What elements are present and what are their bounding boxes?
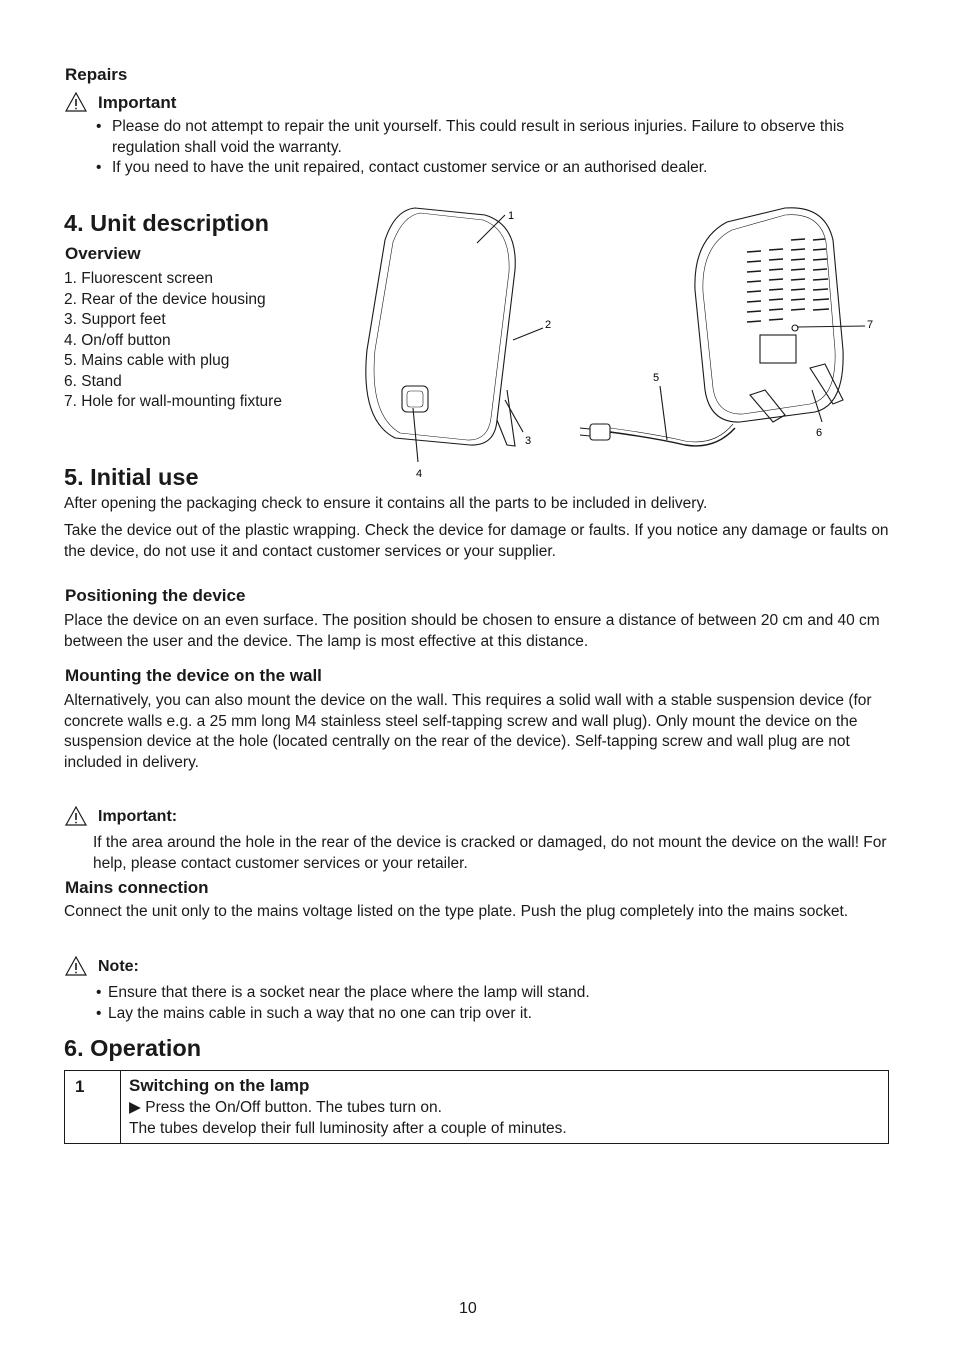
figure-label-2: 2: [545, 319, 552, 331]
important-label: Important: [98, 93, 177, 112]
initial-use-heading: 5. Initial use: [64, 464, 199, 490]
list-item: 3. Support feet: [64, 311, 166, 328]
important-label: Important:: [98, 808, 178, 825]
list-item: 5. Mains cable with plug: [64, 352, 230, 369]
initial-use-para-1: After opening the packaging check to ensure it contains all the parts to be included in delivery.: [64, 495, 708, 512]
list-item: • Ensure that there is a socket near the place where the lamp will stand.: [96, 983, 876, 1004]
step-content: [121, 1071, 889, 1144]
warning-icon: [65, 956, 87, 976]
list-item: • Please do not attempt to repair the unit yourself. This could result in serious injuries. Failure to observe this regulation shall void the warranty.: [96, 117, 876, 158]
figure-label-1: 1: [508, 210, 515, 222]
unit-description-heading: 4. Unit description: [64, 210, 269, 236]
list-item: 4. On/off button: [64, 331, 171, 349]
step-title: Switching on the lamp: [129, 1076, 310, 1095]
list-item: 6. Stand: [64, 372, 122, 390]
step-action: ▶ Press the On/Off button. The tubes turn on.: [129, 1099, 442, 1116]
page-number: 10: [459, 1300, 477, 1317]
figure-label-5: 5: [653, 372, 660, 384]
repairs-heading: Repairs: [65, 65, 128, 84]
device-illustration: [355, 200, 885, 485]
figure-label-3: 3: [525, 435, 532, 447]
important-text: If the area around the hole in the rear of the device is cracked or damaged, do not mount the device on the wall! For help, please contact customer services or your retailer.: [93, 834, 887, 872]
positioning-text: Place the device on an even surface. The position should be chosen to ensure a distance of between 20 cm and 40 cm between the user and the device. The lamp is most effective at this distance.: [64, 612, 880, 650]
initial-use-para-2: Take the device out of the plastic wrapping. Check the device for damage or faults. If you notice any damage or faults on the device, do not use it and contact customer services or your supplier.: [64, 522, 889, 560]
operation-heading: 6. Operation: [64, 1035, 202, 1061]
wall-mount-text: Alternatively, you can also mount the device on the wall. This requires a solid wall with a stable suspension device (for concrete walls e.g. a 25 mm long M4 stainless steel self-tapping screw and wall plug). Only mount the device on the suspension device at the hole (located centrally on the rear of the device). Self-tapping screw and wall plug are not included in delivery.: [64, 692, 872, 771]
table-row: [65, 1071, 889, 1144]
figure-label-6: 6: [816, 427, 823, 439]
operation-table: [64, 1070, 889, 1144]
note-bullet-list: [96, 983, 876, 1024]
step-note: The tubes develop their full luminosity after a couple of minutes.: [129, 1119, 567, 1137]
list-item: 2. Rear of the device housing: [64, 290, 266, 308]
wall-mount-heading: Mounting the device on the wall: [65, 666, 322, 685]
figure-label-4: 4: [416, 468, 423, 480]
step-number: 1: [65, 1071, 121, 1144]
repairs-bullet-list: [96, 117, 876, 179]
list-item: 7. Hole for wall-mounting fixture: [64, 393, 282, 410]
note-label: Note:: [98, 958, 139, 975]
list-item: • Lay the mains cable in such a way that no one can trip over it.: [96, 1004, 876, 1025]
warning-icon: [65, 806, 87, 826]
warning-icon: [65, 92, 87, 112]
mains-heading: Mains connection: [65, 878, 209, 897]
overview-list: [64, 269, 354, 413]
figure-label-7: 7: [867, 319, 874, 331]
positioning-heading: Positioning the device: [65, 586, 246, 605]
list-item: • If you need to have the unit repaired, contact customer service or an authorised dealer.: [96, 158, 876, 179]
mains-text: Connect the unit only to the mains voltage listed on the type plate. Push the plug completely into the mains socket.: [64, 903, 849, 920]
list-item: 1. Fluorescent screen: [64, 270, 214, 287]
overview-heading: Overview: [65, 244, 141, 263]
